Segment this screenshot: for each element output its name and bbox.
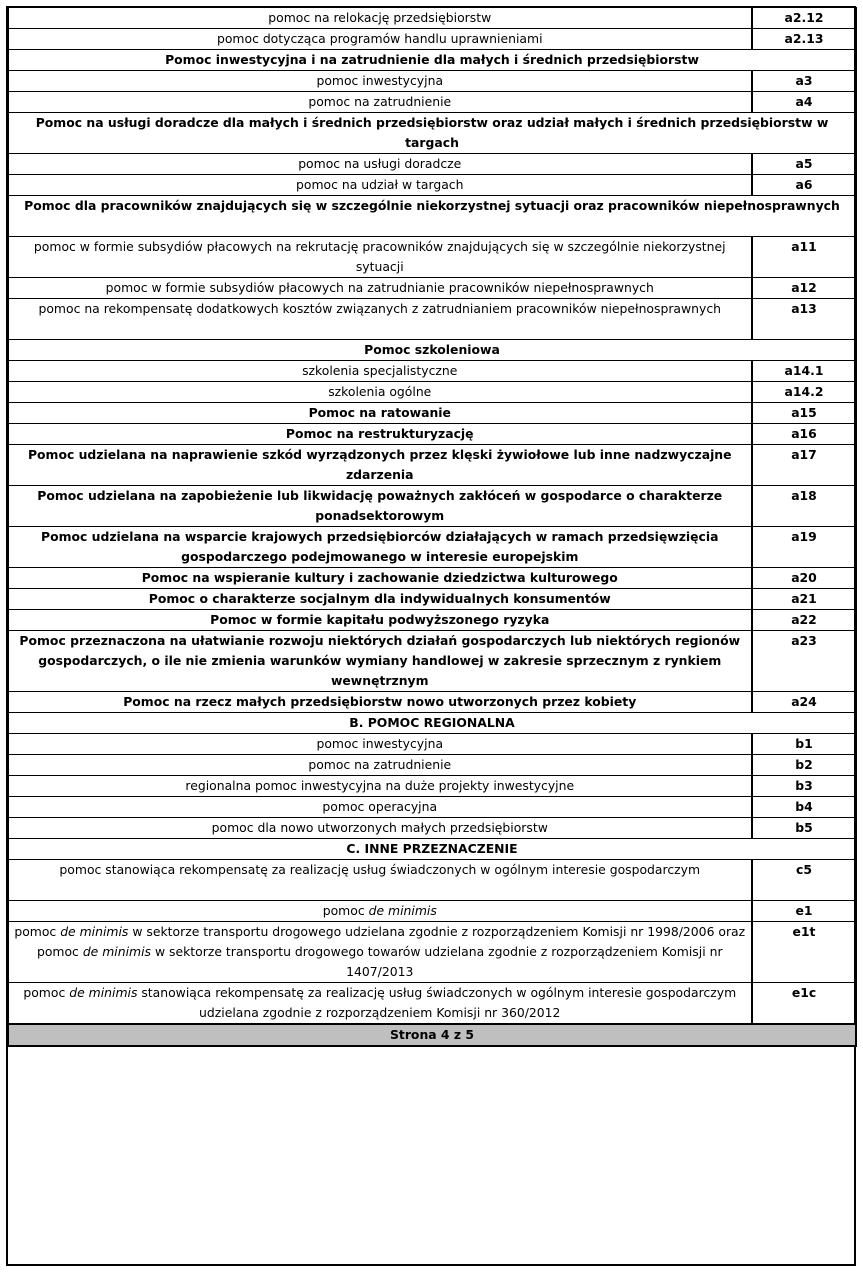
table-row: [8, 797, 856, 818]
aid-description: pomoc na zatrudnienie: [8, 92, 752, 113]
aid-code: a12: [752, 278, 856, 299]
table-row: [8, 901, 856, 922]
table-row: [8, 29, 856, 50]
table-row: [8, 382, 856, 403]
aid-code: a15: [752, 403, 856, 424]
aid-description: Pomoc w formie kapitału podwyższonego ryzyka: [8, 610, 752, 631]
aid-description: pomoc stanowiąca rekompensatę za realizację usług świadczonych w ogólnym interesie gospodarczym: [8, 860, 752, 901]
table-row: [8, 589, 856, 610]
aid-description: pomoc na udział w targach: [8, 175, 752, 196]
aid-description: Pomoc przeznaczona na ułatwianie rozwoju niektórych działań gospodarczych lub niektórych regionów gospodarczych, o ile nie zmienia warunków wymiany handlowej w zakresie sprzecznym z rynkiem wewnętrznym: [8, 631, 752, 692]
aid-description: [8, 983, 752, 1025]
aid-code: b5: [752, 818, 856, 839]
table-row: [8, 568, 856, 589]
aid-code: a17: [752, 445, 856, 486]
aid-code: a22: [752, 610, 856, 631]
italic-term: de minimis: [82, 944, 152, 959]
aid-description: szkolenia specjalistyczne: [8, 361, 752, 382]
aid-code: a4: [752, 92, 856, 113]
aid-code: a16: [752, 424, 856, 445]
table-row: [8, 776, 856, 797]
table-row: [8, 983, 856, 1025]
section-header: Pomoc na usługi doradcze dla małych i średnich przedsiębiorstw oraz udział małych i średnich przedsiębiorstw w targach: [8, 113, 856, 154]
table-row: [8, 361, 856, 382]
aid-code: b4: [752, 797, 856, 818]
section-header-row: [8, 50, 856, 71]
aid-description: pomoc na relokację przedsiębiorstw: [8, 8, 752, 29]
aid-purpose-table: [7, 7, 857, 1047]
table-row: [8, 692, 856, 713]
table-row: [8, 755, 856, 776]
table-body: [8, 8, 856, 1025]
aid-code: a18: [752, 486, 856, 527]
aid-code: a13: [752, 299, 856, 340]
aid-code: a2.13: [752, 29, 856, 50]
text-segment: w sektorze transportu drogowego udzielana zgodnie z rozporządzeniem Komisji nr 1998/2006 oraz pomoc: [36, 924, 746, 959]
table-row: [8, 860, 856, 901]
aid-code: a21: [752, 589, 856, 610]
table-row: [8, 631, 856, 692]
aid-code: b3: [752, 776, 856, 797]
aid-description: pomoc dotycząca programów handlu uprawnieniami: [8, 29, 752, 50]
table-row: [8, 299, 856, 340]
table-row: [8, 403, 856, 424]
aid-description: pomoc inwestycyjna: [8, 734, 752, 755]
aid-code: a23: [752, 631, 856, 692]
aid-description: pomoc na zatrudnienie: [8, 755, 752, 776]
aid-code: c5: [752, 860, 856, 901]
table-row: [8, 71, 856, 92]
italic-term: de minimis: [368, 903, 437, 918]
aid-code: e1c: [752, 983, 856, 1025]
aid-code: a20: [752, 568, 856, 589]
aid-description: Pomoc na ratowanie: [8, 403, 752, 424]
section-header-row: [8, 113, 856, 154]
aid-description: szkolenia ogólne: [8, 382, 752, 403]
section-header-row: [8, 713, 856, 734]
table-row: [8, 278, 856, 299]
italic-term: de minimis: [69, 985, 138, 1000]
table-row: [8, 92, 856, 113]
section-header-row: [8, 340, 856, 361]
aid-code: b2: [752, 755, 856, 776]
aid-description: pomoc w formie subsydiów płacowych na zatrudnianie pracowników niepełnosprawnych: [8, 278, 752, 299]
table-row: [8, 922, 856, 983]
aid-code: a3: [752, 71, 856, 92]
aid-description: Pomoc na restrukturyzację: [8, 424, 752, 445]
table-row: [8, 486, 856, 527]
aid-code: a6: [752, 175, 856, 196]
italic-term: de minimis: [60, 924, 129, 939]
aid-description: pomoc inwestycyjna: [8, 71, 752, 92]
table-row: [8, 734, 856, 755]
section-header-row: [8, 839, 856, 860]
aid-description: pomoc na usługi doradcze: [8, 154, 752, 175]
aid-description: pomoc dla nowo utworzonych małych przedsiębiorstw: [8, 818, 752, 839]
aid-description: regionalna pomoc inwestycyjna na duże projekty inwestycyjne: [8, 776, 752, 797]
text-segment: pomoc: [14, 924, 61, 939]
aid-code: a19: [752, 527, 856, 568]
table-row: [8, 610, 856, 631]
table-row: [8, 818, 856, 839]
aid-description: Pomoc udzielana na wsparcie krajowych przedsiębiorców działających w ramach przedsięwzięcia gospodarczego podejmowanego w interesie europejskim: [8, 527, 752, 568]
page-footer-row: [8, 1024, 856, 1046]
text-segment: w sektorze transportu drogowego towarów udzielana zgodnie z rozporządzeniem Komisji nr 1407/2013: [151, 944, 723, 979]
table-row: [8, 175, 856, 196]
aid-code: b1: [752, 734, 856, 755]
aid-description: Pomoc o charakterze socjalnym dla indywidualnych konsumentów: [8, 589, 752, 610]
section-header: Pomoc dla pracowników znajdujących się w szczególnie niekorzystnej sytuacji oraz pracowników niepełnosprawnych: [8, 196, 856, 237]
aid-code: a2.12: [752, 8, 856, 29]
table-row: [8, 445, 856, 486]
aid-code: a24: [752, 692, 856, 713]
section-header: Pomoc szkoleniowa: [8, 340, 856, 361]
aid-code: a14.2: [752, 382, 856, 403]
section-header-row: [8, 196, 856, 237]
aid-code: a5: [752, 154, 856, 175]
aid-code: e1: [752, 901, 856, 922]
aid-description: pomoc na rekompensatę dodatkowych kosztów związanych z zatrudnianiem pracowników niepełnosprawnych: [8, 299, 752, 340]
text-segment: pomoc: [322, 903, 369, 918]
section-header: Pomoc inwestycyjna i na zatrudnienie dla małych i średnich przedsiębiorstw: [8, 50, 856, 71]
aid-description: [8, 922, 752, 983]
table-row: [8, 527, 856, 568]
aid-description: pomoc operacyjna: [8, 797, 752, 818]
aid-description: Pomoc na wspieranie kultury i zachowanie dziedzictwa kulturowego: [8, 568, 752, 589]
aid-description: Pomoc na rzecz małych przedsiębiorstw nowo utworzonych przez kobiety: [8, 692, 752, 713]
aid-description: Pomoc udzielana na zapobieżenie lub likwidację poważnych zakłóceń w gospodarce o charakterze ponadsektorowym: [8, 486, 752, 527]
aid-description: [8, 901, 752, 922]
aid-description: Pomoc udzielana na naprawienie szkód wyrządzonych przez klęski żywiołowe lub inne nadzwyczajne zdarzenia: [8, 445, 752, 486]
section-header: C. INNE PRZEZNACZENIE: [8, 839, 856, 860]
table-row: [8, 237, 856, 278]
aid-code: a11: [752, 237, 856, 278]
page-number: Strona 4 z 5: [8, 1024, 856, 1046]
section-header: B. POMOC REGIONALNA: [8, 713, 856, 734]
text-segment: pomoc: [23, 985, 70, 1000]
table-row: [8, 8, 856, 29]
aid-code: e1t: [752, 922, 856, 983]
table-row: [8, 154, 856, 175]
table-row: [8, 424, 856, 445]
aid-description: pomoc w formie subsydiów płacowych na rekrutację pracowników znajdujących się w szczególnie niekorzystnej sytuacji: [8, 237, 752, 278]
text-segment: stanowiąca rekompensatę za realizację usług świadczonych w ogólnym interesie gospodarczym udzielana zgodnie z rozporządzeniem Komisji nr 360/2012: [137, 985, 737, 1020]
aid-code: a14.1: [752, 361, 856, 382]
